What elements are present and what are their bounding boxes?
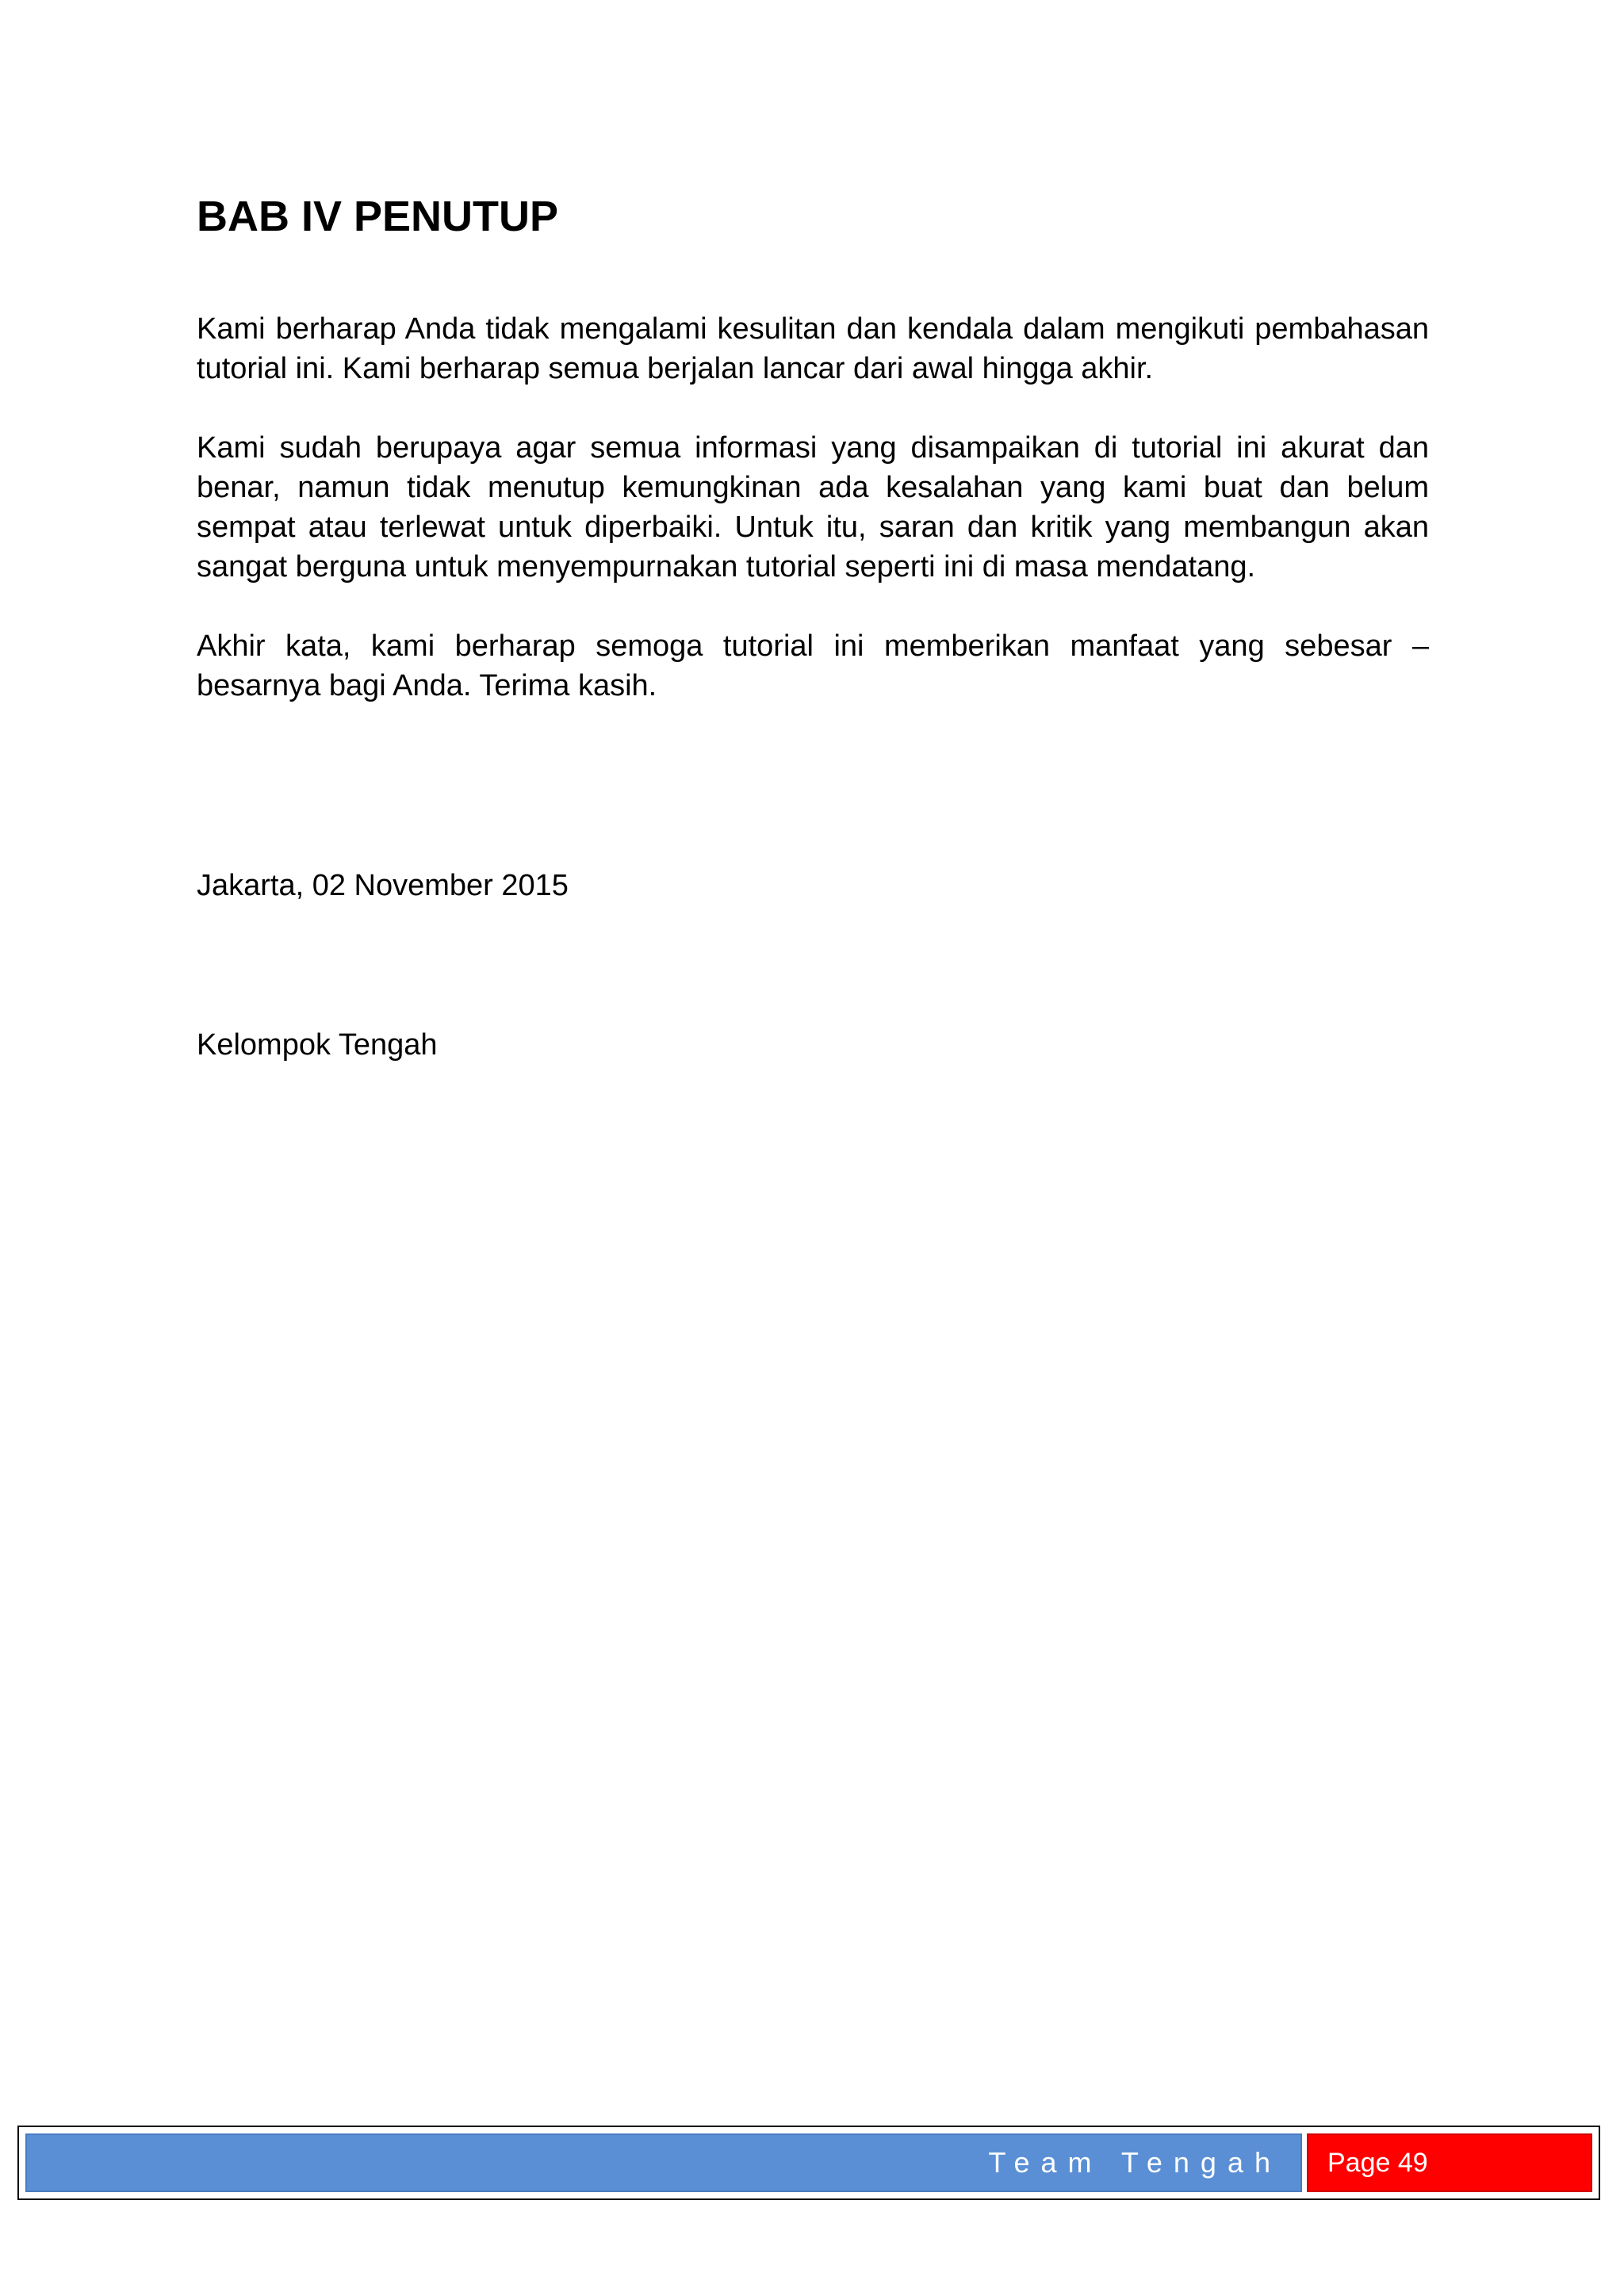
paragraph-2: Kami sudah berupaya agar semua informasi yang disampaikan di tutorial ini akurat dan benar, namun tidak menutup kemungkinan ada kesalahan yang kami buat dan belum sempat atau terlewat untuk diperbaiki. Untuk itu, saran dan kritik yang membangun akan sangat berguna untuk menyempurnakan tutorial seperti ini di masa mendatang. [197,431,1429,584]
footer-page-number: Page 49 [1307,2133,1592,2192]
place-date: Jakarta, 02 November 2015 [197,869,569,902]
paragraph-1: Kami berharap Anda tidak mengalami kesulitan dan kendala dalam mengikuti pembahasan tutorial ini. Kami berharap semua berjalan lancar dari awal hingga akhir. [197,312,1429,385]
footer-team-label: Team Tengah [25,2133,1302,2192]
body-text [197,309,1429,745]
page-title: BAB IV PENUTUP [197,193,559,240]
paragraph-3: Akhir kata, kami berharap semoga tutorial ini memberikan manfaat yang sebesar – besarnya bagi Anda. Terima kasih. [197,629,1429,702]
signature: Kelompok Tengah [197,1028,438,1062]
